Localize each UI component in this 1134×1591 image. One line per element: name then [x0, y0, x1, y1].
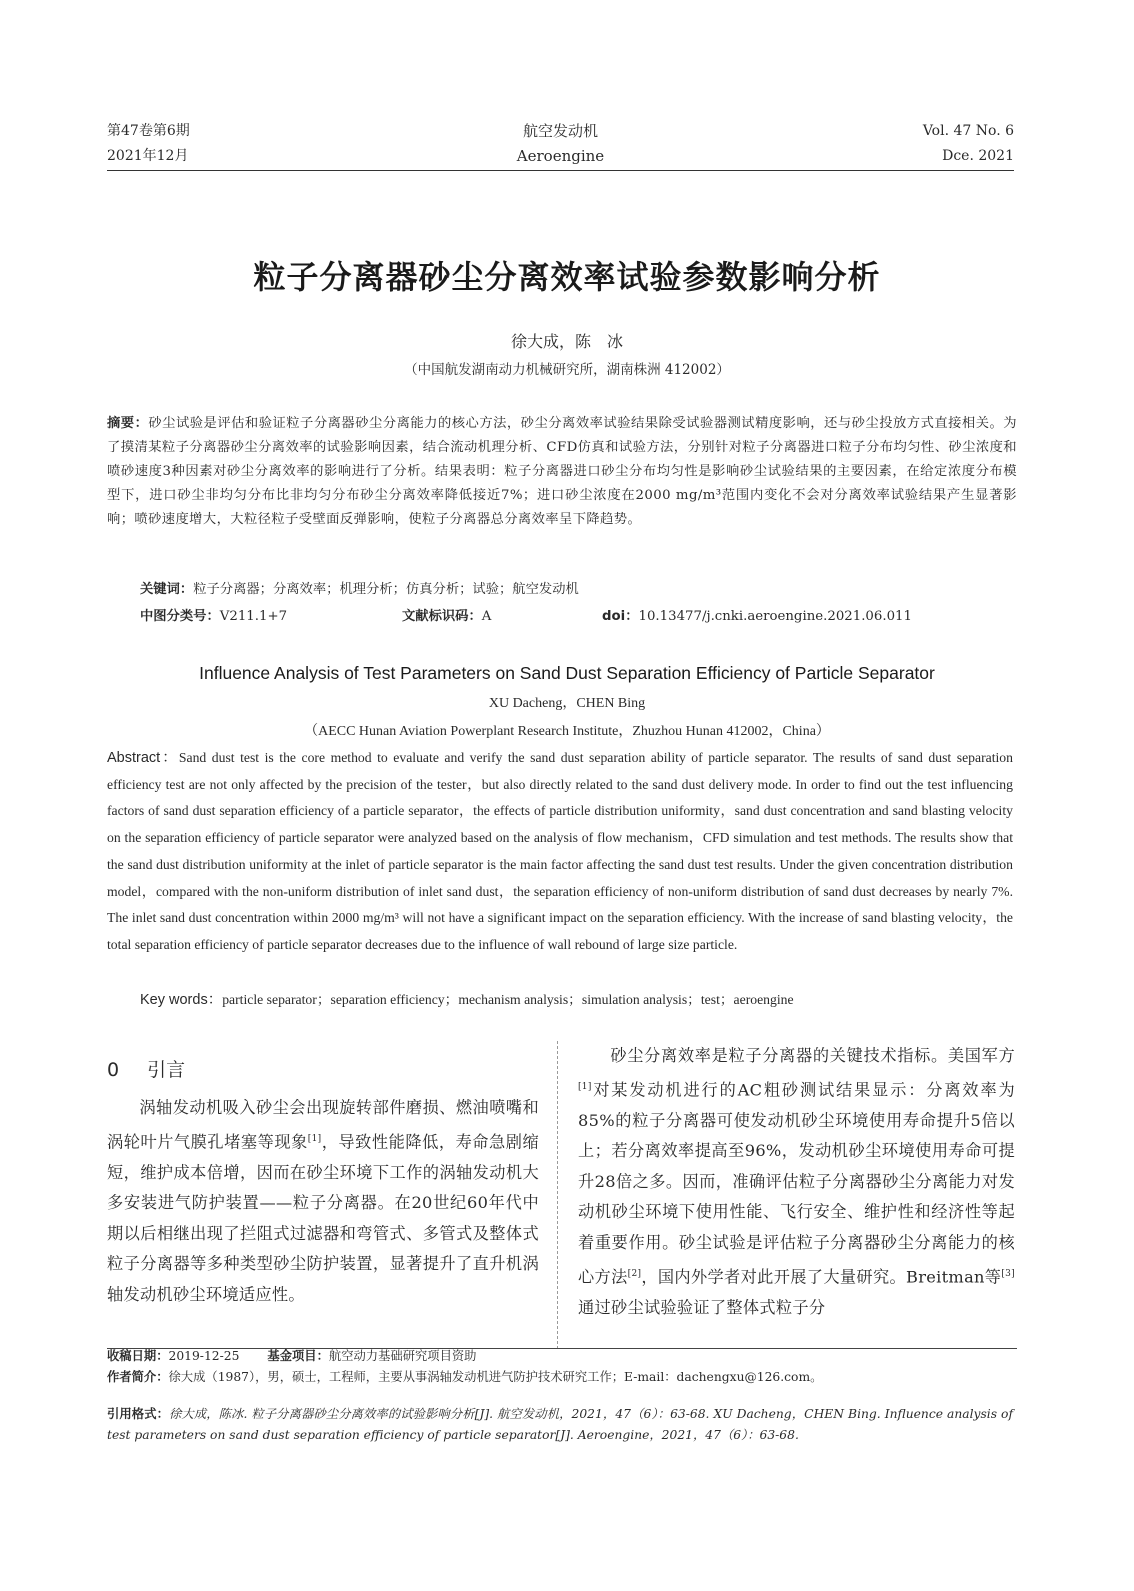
- paper-title: 粒子分离器砂尘分离效率试验参数影响分析: [253, 258, 881, 296]
- affiliation: （中国航发湖南动力机械研究所，湖南株洲 412002）: [404, 362, 730, 378]
- section-heading: [107, 1055, 185, 1082]
- citation-text: 徐大成，陈冰. 粒子分离器砂尘分离效率的试验影响分析[J]. 航空发动机，2021，47（6）：63-68. XU Dacheng，CHEN Bing. Influence analysis of test parameters on sand dust separation efficiency of particle separator[J]. Aeroengine，2021，47（6）：63-68.: [107, 1407, 1013, 1442]
- english-affiliation: （AECC Hunan Aviation Powerplant Research Institute，Zhuzhou Hunan 412002，China）: [304, 724, 830, 739]
- clc-label: 中图分类号：: [140, 609, 220, 624]
- abstract-cn-text: 砂尘试验是评估和验证粒子分离器砂尘分离能力的核心方法，砂尘分离效率试验结果除受试验器测试精度影响，还与砂尘投放方式直接相关。为了摸清某粒子分离器砂尘分离效率的试验影响因素，结合流动机理分析、CFD仿真和试验方法，分别针对粒子分离器进口粒子分布均匀性、砂尘浓度和喷砂速度3种因素对砂尘分离效率的影响进行了分析。结果表明：粒子分离器进口砂尘分布均匀性是影响砂尘试验结果的主要因素，在给定浓度分布模型下，进口砂尘非均匀分布比非均匀分布砂尘分离效率降低接近7%；进口砂尘浓度在2000 mg/m³范围内变化不会对分离效率试验结果产生显著影响；喷砂速度增大，大粒径粒子受壁面反弹影响，使粒子分离器总分离效率呈下降趋势。: [107, 416, 1017, 527]
- citation-format: [107, 1404, 1013, 1446]
- journal-name-cn: 航空发动机: [522, 122, 598, 140]
- keywords-en-text: particle separator；separation efficiency；mechanism analysis；simulation analysis；test；aeroengine: [222, 992, 794, 1007]
- citation-ref: [1]: [307, 1133, 322, 1144]
- body-right-column: [578, 1041, 1015, 1323]
- citation-label: 引用格式：: [107, 1407, 170, 1421]
- issue-info-en: [923, 119, 1014, 169]
- classification-line: [140, 605, 1017, 625]
- header-rule: [107, 170, 1014, 171]
- keywords-en: [140, 988, 794, 1009]
- author-bio-label: 作者简介：: [107, 1370, 169, 1384]
- citation-ref: [2]: [627, 1268, 642, 1279]
- issue-date-en: Dce. 2021: [942, 148, 1014, 164]
- doc-label: 文献标识码：: [402, 609, 482, 624]
- keywords-cn-label: 关键词：: [140, 582, 194, 597]
- abstract-en: [107, 745, 1013, 959]
- body-text-1: 砂尘分离效率是粒子分离器的关键技术指标。美国军方: [610, 1046, 1015, 1065]
- abstract-en-text: Sand dust test is the core method to evaluate and verify the sand dust separation ability of particle separator. The results of sand dust separation efficiency test are not only affected by the precision of the tester，but also directly related to the sand dust delivery mode. In order to find out the test influencing factors of sand dust separation efficiency of a particle separator，the effects of particle distribution uniformity，sand dust concentration and sand blasting velocity on the separation efficiency of particle separator were analyzed based on the analysis of flow mechanism，CFD simulation and test methods. The results show that the sand dust distribution uniformity at the inlet of particle separator is the main factor affecting the sand dust test results. Under the given concentration distribution model，compared with the non-uniform distribution of inlet sand dust，the separation efficiency of non-uniform distribution of sand dust decreases by nearly 7%. The inlet sand dust concentration within 2000 mg/m³ will not have a significant impact on the separation efficiency. With the increase of sand blasting velocity，the total separation efficiency of particle separator decreases due to the influence of wall rebound of large size particle.: [107, 750, 1013, 952]
- authors: 徐大成，陈 冰: [510, 332, 623, 351]
- issue-date: 2021年12月: [107, 148, 189, 164]
- abstract-cn-label: 摘要：: [107, 416, 149, 431]
- journal-name: [107, 119, 1014, 169]
- volume-issue-en: Vol. 47 No. 6: [922, 123, 1014, 139]
- section-number: 0: [107, 1059, 120, 1081]
- footnote-author-bio: [107, 1367, 822, 1387]
- section-title: 引言: [147, 1059, 186, 1081]
- body-left-column: [107, 1093, 539, 1311]
- intro-text-2: ，导致性能降低，寿命急剧缩短，维护成本倍增，因而在砂尘环境下工作的涡轴发动机大多安装进气防护装置——粒子分离器。在20世纪60年代中期以后相继出现了拦阻式过滤器和弯管式、多管式及整体式粒子分离器等多种类型砂尘防护装置，显著提升了直升机涡轴发动机砂尘环境适应性。: [107, 1131, 539, 1304]
- intro-text-1: 涡轴发动机吸入砂尘会出现旋转部件磨损、燃油喷嘴和涡轮叶片气膜孔堵塞等现象: [107, 1098, 539, 1151]
- english-title: Influence Analysis of Test Parameters on Sand Dust Separation Efficiency of Particle Separator: [199, 663, 935, 683]
- received-label: 收稿日期：: [107, 1349, 169, 1363]
- citation-ref: [3]: [1001, 1268, 1015, 1279]
- body-text-3: ，国内外学者对此开展了大量研究。Breitman等: [641, 1266, 1002, 1286]
- citation-ref: [1]: [578, 1081, 592, 1092]
- clc-code: [140, 605, 287, 624]
- column-divider: [557, 1041, 558, 1349]
- author-bio-text: 徐大成（1987），男，硕士，工程师，主要从事涡轴发动机进气防护技术研究工作；E-mail：dachengxu@126.com。: [168, 1370, 823, 1384]
- keywords-en-label: Key words：: [140, 992, 223, 1008]
- fund-value: 航空动力基础研究项目资助: [328, 1349, 477, 1363]
- received-date: 2019-12-25: [168, 1349, 240, 1363]
- doi: [602, 605, 912, 624]
- keywords-cn: [140, 578, 579, 597]
- keywords-cn-text: 粒子分离器；分离效率；机理分析；仿真分析；试验；航空发动机: [193, 582, 579, 597]
- doc-value: A: [481, 609, 492, 624]
- running-header: [107, 119, 1014, 169]
- doi-value: 10.13477/j.cnki.aeroengine.2021.06.011: [638, 609, 912, 624]
- body-text-4: 通过砂尘试验验证了整体式粒子分: [578, 1297, 826, 1317]
- abstract-cn: [107, 412, 1017, 532]
- abstract-en-label: Abstract：: [107, 750, 179, 766]
- fund-label: 基金项目：: [267, 1349, 329, 1363]
- volume-issue: 第47卷第6期: [107, 123, 190, 139]
- journal-name-en: Aeroengine: [516, 147, 605, 165]
- doi-label: doi：: [602, 609, 639, 624]
- footnote-dates-fund: [107, 1346, 476, 1366]
- english-authors: XU Dacheng，CHEN Bing: [488, 696, 646, 711]
- document-code: [402, 605, 491, 624]
- clc-value: V211.1+7: [219, 609, 288, 624]
- body-text-2: 对某发动机进行的AC粗砂测试结果显示：分离效率为85%的粒子分离器可使发动机砂尘环境使用寿命提升5倍以上；若分离效率提高至96%，发动机砂尘环境使用寿命可提升28倍之多。因而，准确评估粒子分离器砂尘分离能力对发动机砂尘环境下使用性能、飞行安全、维护性和经济性等起着重要作用。砂尘试验是评估粒子分离器砂尘分离能力的核心方法: [578, 1079, 1015, 1286]
